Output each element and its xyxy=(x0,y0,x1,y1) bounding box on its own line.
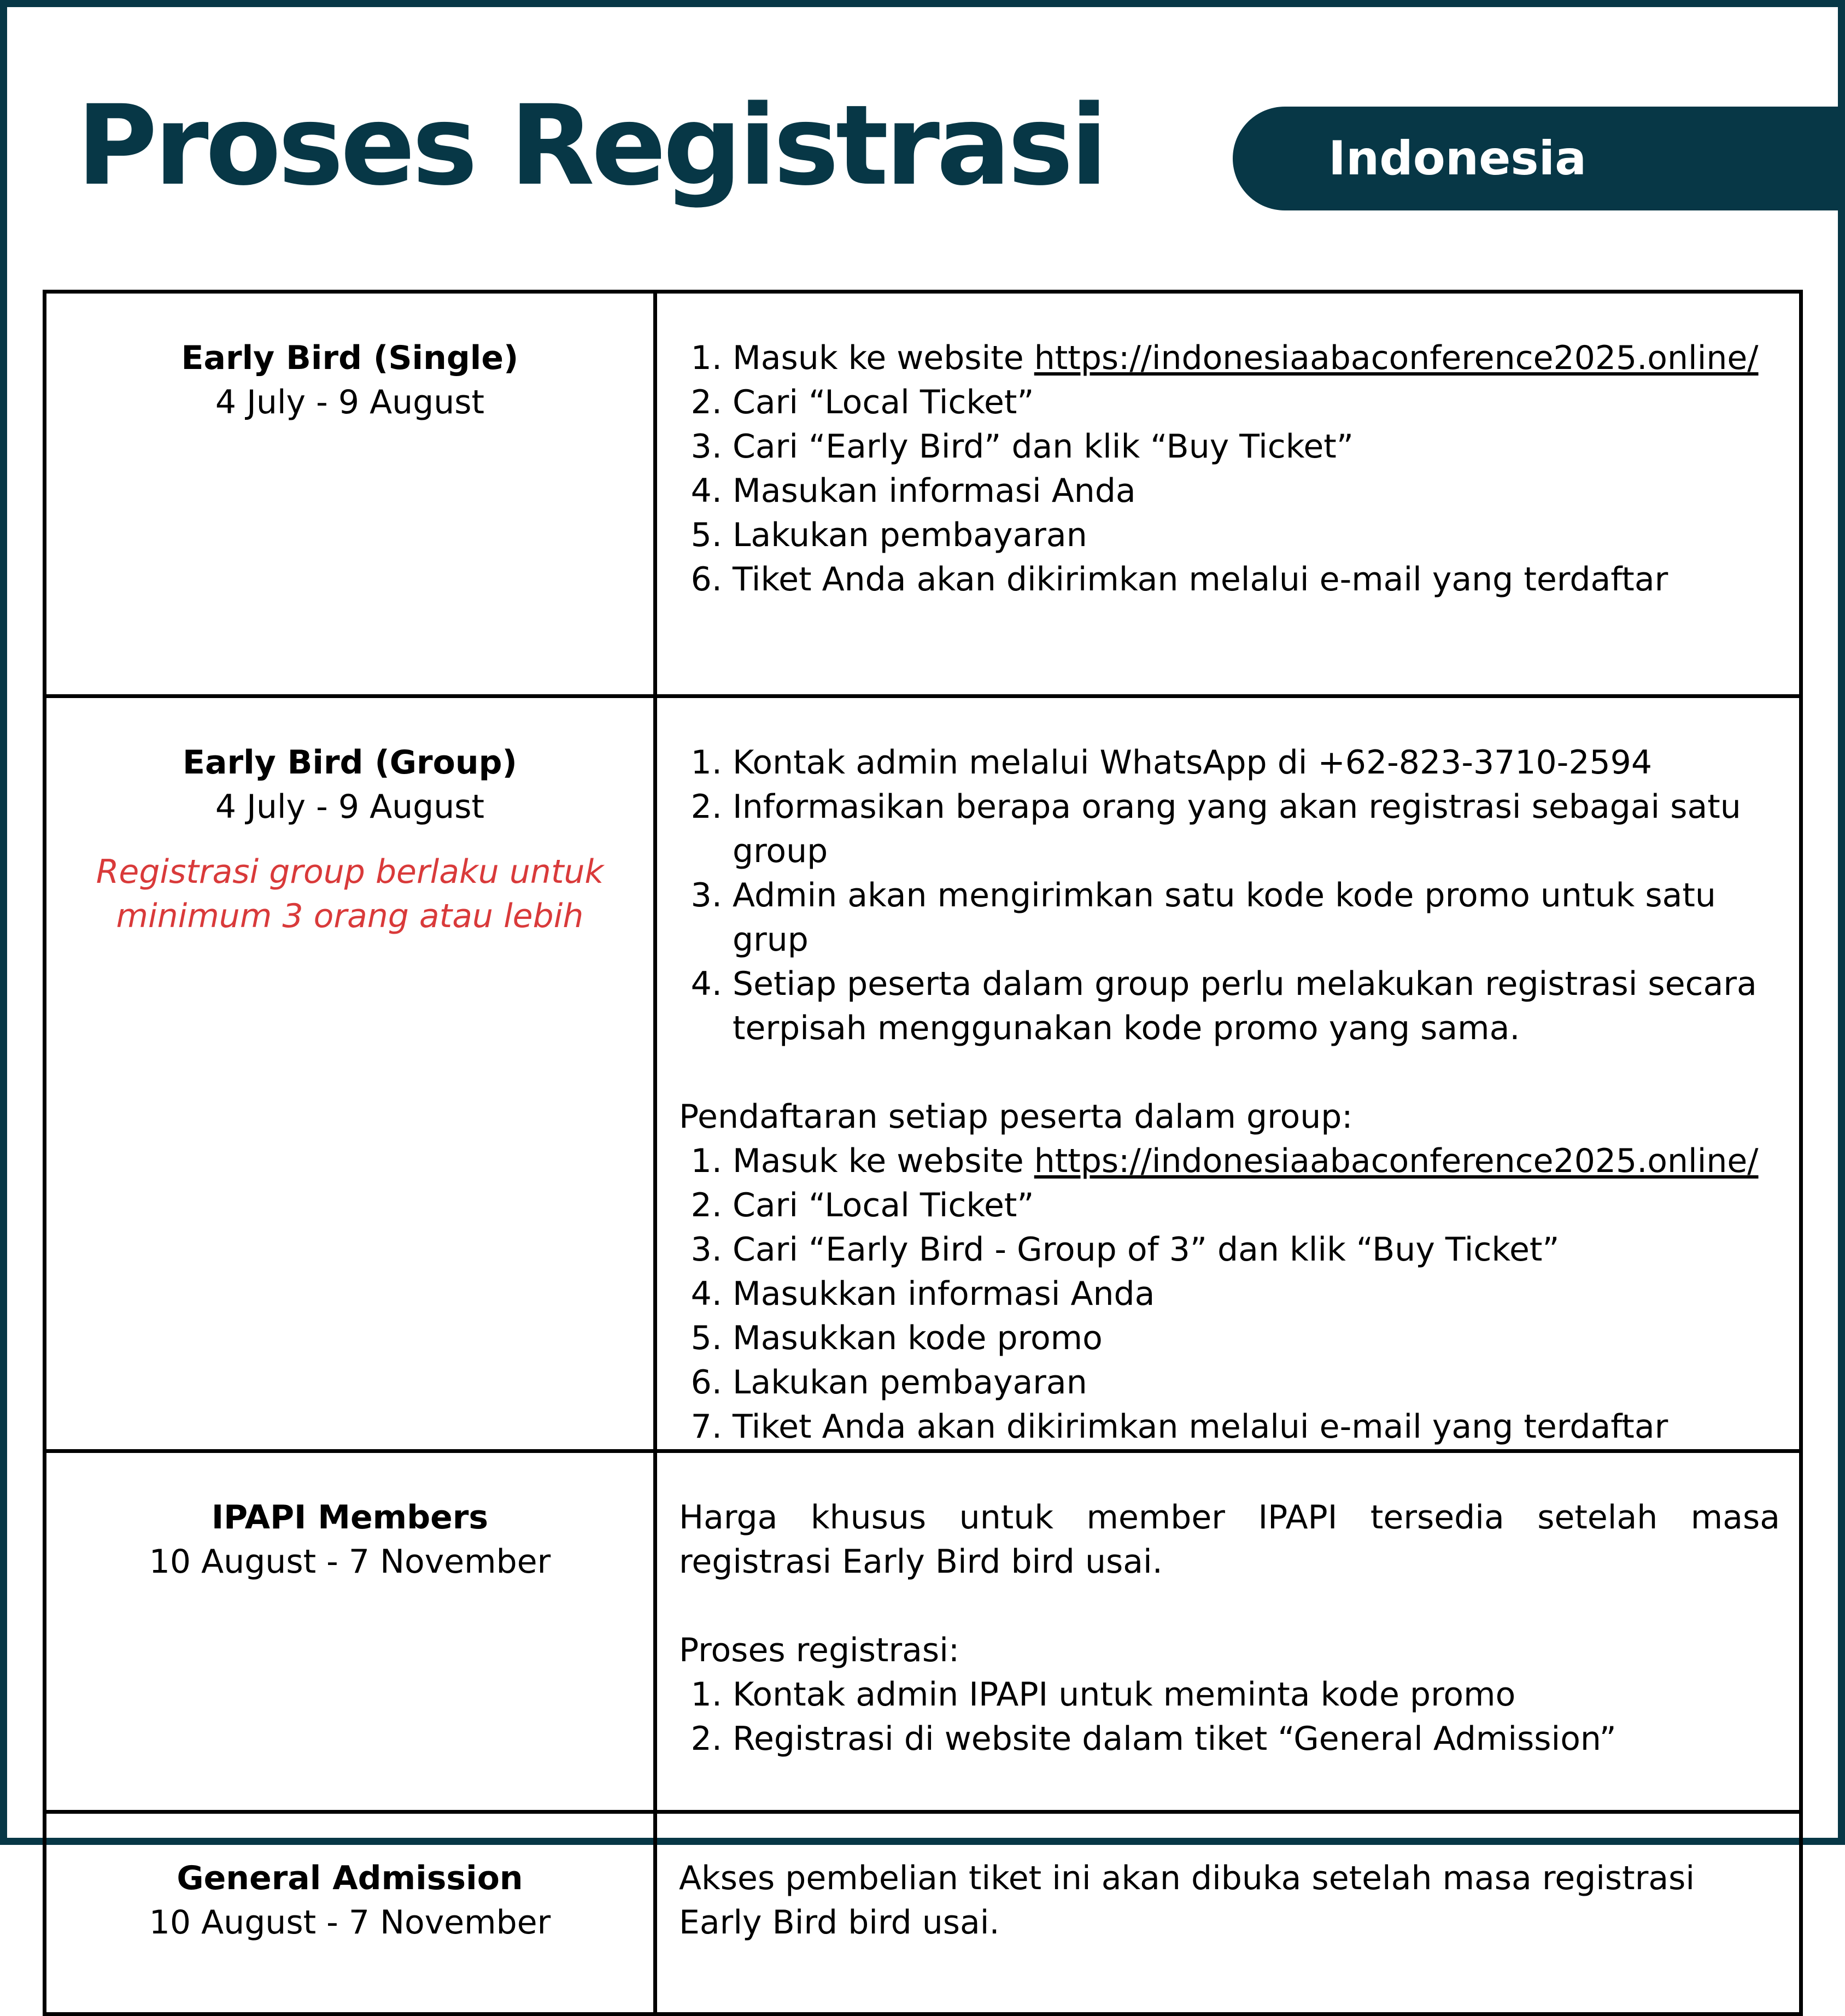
list-item: 2. Cari “Local Ticket” xyxy=(733,380,1783,425)
list-item: 7. Tiket Anda akan dikirimkan melalui e-mail yang terdaftar xyxy=(733,1405,1783,1449)
list-item: 1. Kontak admin IPAPI untuk meminta kode promo xyxy=(733,1673,1780,1717)
tier-name: Early Bird (Single) xyxy=(181,339,519,377)
website-link[interactable]: https://indonesiaabaconference2025.online/ xyxy=(1034,1142,1759,1180)
tier-cell xyxy=(45,1812,655,2014)
list-item: 6. Tiket Anda akan dikirimkan melalui e-mail yang terdaftar xyxy=(733,558,1783,602)
table-row xyxy=(45,1812,1801,2014)
list-item: 3. Admin akan mengirimkan satu kode kode promo untuk satu grup xyxy=(733,874,1783,962)
tier-name: Early Bird (Group) xyxy=(183,743,517,782)
tier-name: IPAPI Members xyxy=(211,1498,489,1537)
sub-steps-list xyxy=(679,1139,1783,1449)
sub-intro: Proses registrasi: xyxy=(679,1631,960,1669)
list-item: 4. Masukkan informasi Anda xyxy=(733,1272,1783,1316)
list-item: 2. Registrasi di website dalam tiket “General Admission” xyxy=(733,1717,1780,1761)
list-item: 2. Informasikan berapa orang yang akan registrasi sebagai satu group xyxy=(733,785,1783,874)
list-item: 4. Setiap peserta dalam group perlu melakukan registrasi secara terpisah menggunakan kode promo yang sama. xyxy=(733,962,1783,1051)
steps-cell xyxy=(655,1451,1801,1812)
tier-cell xyxy=(45,292,655,696)
country-label: Indonesia xyxy=(1328,131,1587,186)
list-item: 5. Lakukan pembayaran xyxy=(733,513,1783,558)
steps-cell xyxy=(655,696,1801,1451)
tier-cell xyxy=(45,1451,655,1812)
step-text: Masuk ke website xyxy=(733,1142,1034,1180)
tier-description: Harga khusus untuk member IPAPI tersedia setelah masa registrasi Early Bird bird usai. xyxy=(679,1498,1780,1581)
list-item xyxy=(733,336,1783,380)
list-item: 3. Cari “Early Bird - Group of 3” dan klik “Buy Ticket” xyxy=(733,1228,1783,1272)
tier-dates: 10 August - 7 November xyxy=(149,1903,551,1942)
tier-dates: 4 July - 9 August xyxy=(215,788,485,826)
steps-cell xyxy=(655,292,1801,696)
tier-dates: 4 July - 9 August xyxy=(215,383,485,421)
sub-intro: Pendaftaran setiap peserta dalam group: xyxy=(679,1098,1353,1136)
list-item: 3. Cari “Early Bird” dan klik “Buy Ticket” xyxy=(733,425,1783,469)
tier-name: General Admission xyxy=(177,1859,523,1897)
tier-dates: 10 August - 7 November xyxy=(149,1543,551,1581)
website-link[interactable]: https://indonesiaabaconference2025.online/ xyxy=(1034,339,1759,377)
spacer xyxy=(679,1584,1780,1628)
steps-list xyxy=(679,336,1783,602)
tier-description: Akses pembelian tiket ini akan dibuka setelah masa registrasi Early Bird bird usai. xyxy=(679,1859,1695,1942)
steps-list xyxy=(679,741,1783,1051)
steps-cell xyxy=(655,1812,1801,2014)
country-badge xyxy=(1233,107,1838,210)
list-item: 2. Cari “Local Ticket” xyxy=(733,1183,1783,1228)
table-row xyxy=(45,1451,1801,1812)
list-item: 6. Lakukan pembayaran xyxy=(733,1361,1783,1405)
list-item: 4. Masukan informasi Anda xyxy=(733,469,1783,513)
steps-list xyxy=(679,1673,1780,1761)
list-item xyxy=(733,1139,1783,1183)
group-note: Registrasi group berlaku untuk minimum 3 orang atau lebih xyxy=(96,853,604,935)
spacer xyxy=(679,1051,1783,1095)
registration-table xyxy=(43,290,1803,2016)
page-title: Proses Registrasi xyxy=(77,81,1105,210)
table-row xyxy=(45,696,1801,1451)
list-item: 1. Kontak admin melalui WhatsApp di +62-823-3710-2594 xyxy=(733,741,1783,785)
tier-cell xyxy=(45,696,655,1451)
step-text: Masuk ke website xyxy=(733,339,1034,377)
list-item: 5. Masukkan kode promo xyxy=(733,1316,1783,1361)
table-row xyxy=(45,292,1801,696)
